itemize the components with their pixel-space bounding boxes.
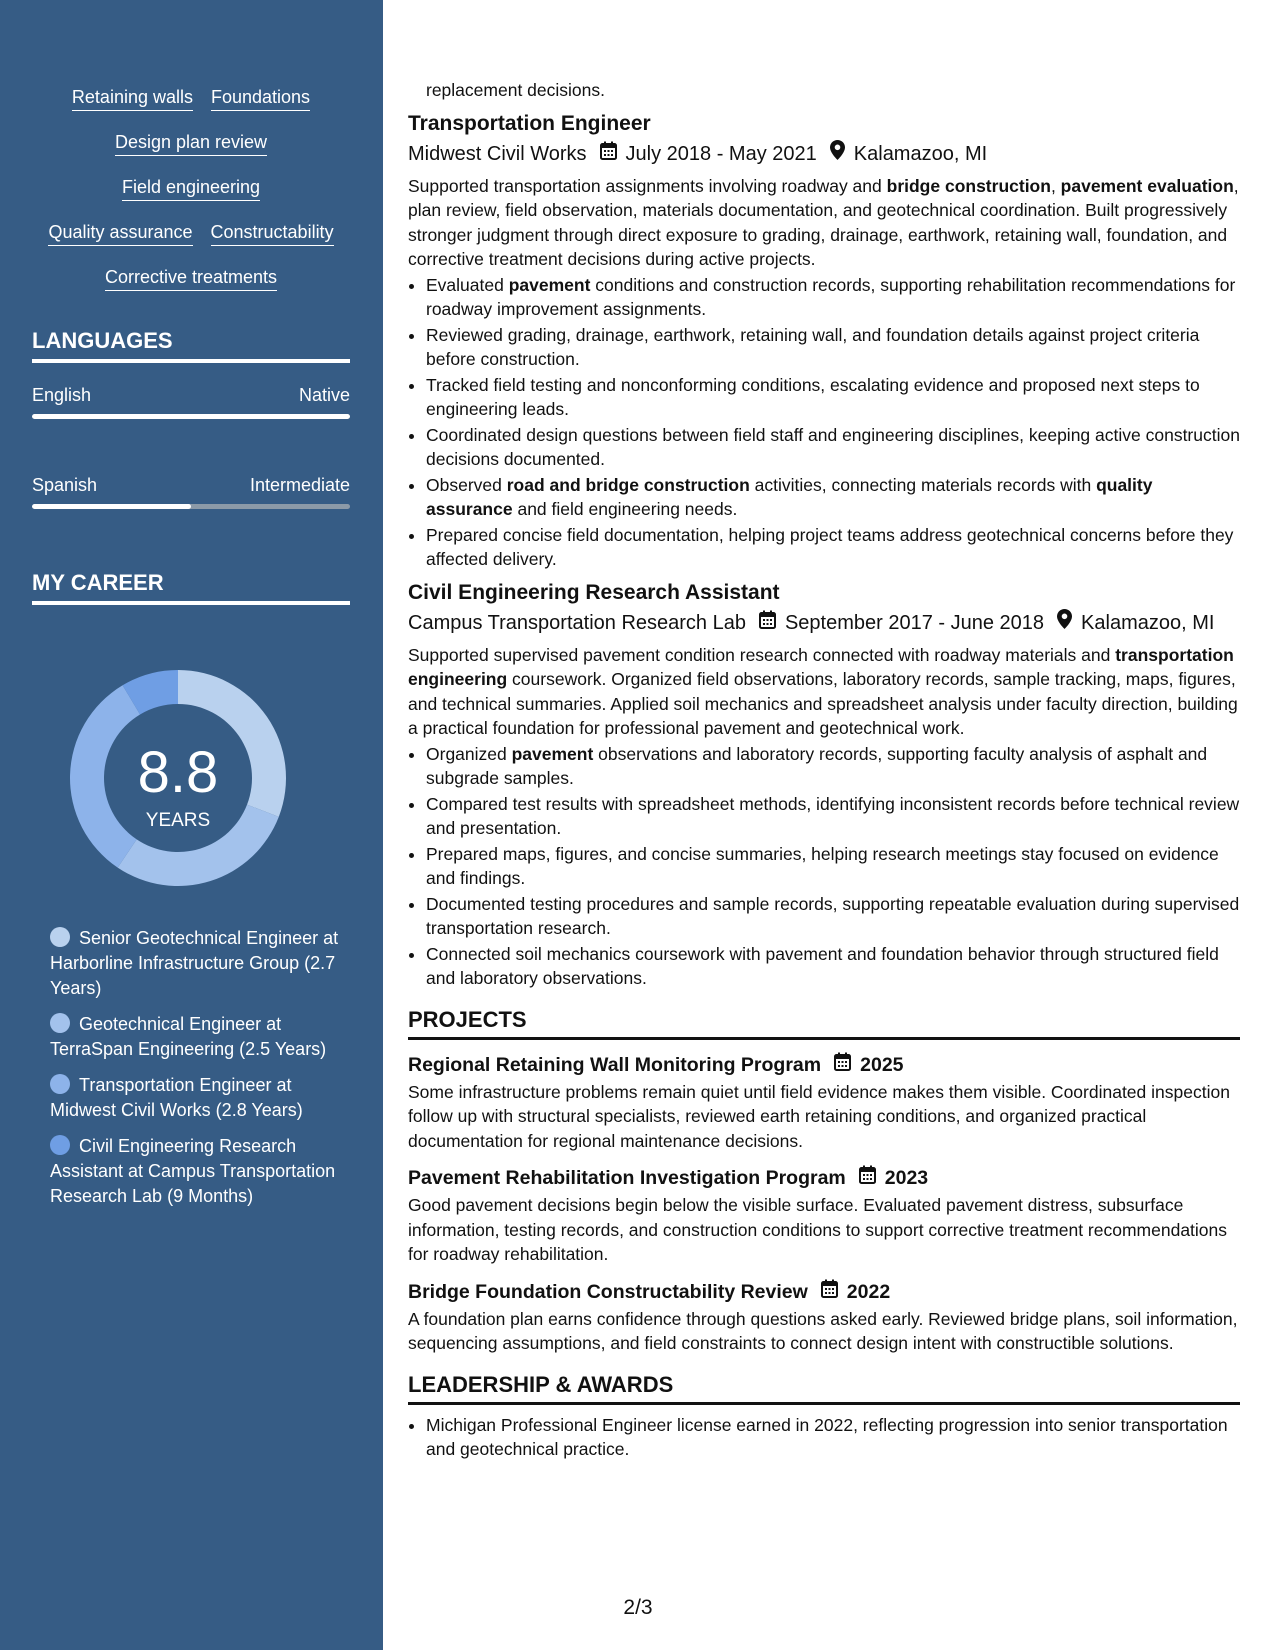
job-description: Supported supervised pavement condition research connected with roadway materials and transportation engineering coursework. Organized field observations, laboratory records, sample tracking, maps, figures, and technical summaries. Applied soil mechanics and spreadsheet analysis under faculty direction, building a practical foundation for professional pavement and geotechnical work. (408, 644, 1238, 738)
awards-list (408, 1413, 1240, 1462)
project-description: Some infrastructure problems remain quiet until field evidence makes them visible. Coordinated inspection follow up with structural specialists, reviewed earth retaining conditions, and organized practical documentation for regional maintenance decisions. (408, 1081, 1230, 1151)
main-content (408, 78, 1240, 1462)
job-company: Midwest Civil Works (408, 142, 587, 165)
job-bullet: • Organized pavement observations and laboratory records, supporting faculty analysis of asphalt and subgrade samples. (426, 742, 1240, 791)
job-bullet: • Tracked field testing and nonconforming conditions, escalating evidence and proposed next steps to engineering leads. (426, 373, 1240, 422)
project-year: 2022 (846, 1280, 891, 1303)
job-company: Campus Transportation Research Lab (408, 611, 746, 634)
skill-row (32, 266, 350, 311)
language-level: Native (298, 385, 350, 405)
award-item: • Michigan Professional Engineer license earned in 2022, reflecting progression into senior transportation and geotechnical practice. (426, 1413, 1240, 1462)
job-description: Supported transportation assignments involving roadway and bridge construction, pavement evaluation, plan review, field observation, materials documentation, and geotechnical coordination. Built progressively stronger judgment through direct exposure to grading, drainage, earthwork, retaining wall, foundation, and corrective treatment decisions during active projects. (408, 175, 1239, 269)
career-legend-item (50, 926, 340, 1001)
skill-row (32, 176, 350, 221)
career-total-unit: YEARS (145, 810, 211, 831)
language-proficiency-fill (32, 414, 350, 419)
project-title: Pavement Rehabilitation Investigation Program (408, 1167, 846, 1189)
legend-dot (50, 1013, 70, 1033)
career-segment-2 (70, 685, 140, 867)
job-bullet: • Observed road and bridge construction activities, connecting materials records with quality assurance and field engineering needs. (426, 473, 1240, 522)
language-english (32, 384, 350, 419)
legend-dot (50, 927, 70, 947)
awards-heading: LEADERSHIP & AWARDS (408, 1370, 1240, 1405)
job-meta (408, 608, 1240, 638)
skill-row (32, 131, 350, 176)
skill-tag: Quality assurance (48, 221, 192, 246)
legend-dot (50, 1074, 70, 1094)
language-level: Intermediate (249, 475, 350, 495)
job-bullets (408, 273, 1240, 572)
experience-list (408, 109, 1240, 991)
projects-heading: PROJECTS (408, 1005, 1240, 1040)
project-entry (408, 1163, 1240, 1267)
job-meta (408, 139, 1240, 169)
job-bullets (408, 742, 1240, 991)
job-bullet: • Coordinated design questions between field staff and engineering disciplines, keeping active construction decisions documented. (426, 423, 1240, 472)
skill-tag: Design plan review (115, 131, 267, 156)
job-dates: July 2018 - May 2021 (625, 142, 817, 165)
continued-text: replacement decisions. (426, 80, 605, 100)
project-entry (408, 1277, 1240, 1356)
map-pin-icon (1057, 608, 1072, 638)
calendar-icon (600, 139, 617, 169)
skill-tag: Foundations (211, 86, 310, 111)
project-title-row (408, 1163, 1240, 1193)
career-legend-label: Geotechnical Engineer at TerraSpan Engineering (2.5 Years) (50, 1014, 327, 1059)
job-bullet: • Compared test results with spreadsheet methods, identifying inconsistent records before technical review and presentation. (426, 792, 1240, 841)
skills-list (32, 86, 350, 311)
skill-row (32, 86, 350, 131)
career-legend (50, 926, 340, 1220)
project-title: Bridge Foundation Constructability Review (408, 1280, 808, 1303)
career-legend-item (50, 1134, 340, 1209)
job-location: Kalamazoo, MI (1081, 611, 1215, 634)
career-legend-item (50, 1073, 340, 1123)
job-title: Civil Engineering Research Assistant (408, 580, 780, 604)
career-donut-chart (64, 664, 292, 892)
skill-tag: Corrective treatments (105, 266, 277, 291)
project-year: 2023 (884, 1167, 929, 1189)
job-bullet: • Reviewed grading, drainage, earthwork, retaining wall, and foundation details against project criteria before construction. (426, 323, 1240, 372)
calendar-icon (834, 1050, 851, 1080)
calendar-icon (859, 1163, 876, 1193)
job-entry (408, 578, 1240, 991)
career-heading: MY CAREER (32, 570, 350, 605)
project-description: Good pavement decisions begin below the visible surface. Evaluated pavement distress, subsurface information, testing records, and construction conditions to support corrective treatment recommendations for roadway rehabilitation. (408, 1195, 1228, 1264)
calendar-icon (759, 608, 776, 638)
map-pin-icon (830, 139, 845, 169)
career-legend-label: Transportation Engineer at Midwest Civil Works (2.8 Years) (50, 1075, 303, 1120)
legend-dot (50, 1135, 70, 1155)
language-name: English (32, 385, 92, 405)
project-year: 2025 (860, 1053, 904, 1076)
skill-row (32, 221, 350, 266)
language-proficiency-fill (32, 504, 191, 509)
project-title-row (408, 1050, 1240, 1080)
projects-list (408, 1050, 1240, 1356)
job-title: Transportation Engineer (408, 111, 651, 135)
project-title-row (408, 1277, 1240, 1307)
job-entry (408, 109, 1240, 572)
page-number: 2/3 (623, 1596, 653, 1619)
job-bullet: • Evaluated pavement conditions and construction records, supporting rehabilitation recommendations for roadway improvement assignments. (426, 273, 1240, 322)
job-location: Kalamazoo, MI (853, 142, 988, 165)
job-bullet: • Prepared concise field documentation, helping project teams address geotechnical concerns before they affected delivery. (426, 523, 1240, 572)
language-name: Spanish (32, 475, 98, 495)
career-legend-item (50, 1012, 340, 1062)
language-spanish (32, 474, 350, 509)
language-proficiency-bar (32, 414, 350, 419)
job-bullet: • Prepared maps, figures, and concise summaries, helping research meetings stay focused on evidence and findings. (426, 842, 1240, 891)
skill-tag: Field engineering (122, 176, 260, 201)
languages-heading: LANGUAGES (32, 328, 350, 363)
career-legend-label: Senior Geotechnical Engineer at Harborline Infrastructure Group (2.7 Years) (50, 928, 339, 998)
language-proficiency-bar (32, 504, 350, 509)
skill-tag: Constructability (211, 221, 334, 246)
project-description: A foundation plan earns confidence through questions asked early. Reviewed bridge plans, soil information, sequencing assumptions, and field constraints to connect design intent with constructible solutions. (408, 1308, 1238, 1353)
project-entry (408, 1050, 1240, 1154)
job-bullet: • Documented testing procedures and sample records, supporting repeatable evaluation during supervised transportation research. (426, 892, 1240, 941)
sidebar (0, 0, 383, 1650)
career-legend-label: Civil Engineering Research Assistant at Campus Transportation Research Lab (9 Months) (50, 1136, 336, 1206)
project-title: Regional Retaining Wall Monitoring Program (408, 1053, 822, 1076)
skill-tag: Retaining walls (72, 86, 193, 111)
career-total-years: 8.8 (137, 740, 219, 805)
job-bullet: • Connected soil mechanics coursework with pavement and foundation behavior through structured field and laboratory observations. (426, 942, 1240, 991)
calendar-icon (821, 1277, 838, 1307)
job-dates: September 2017 - June 2018 (784, 611, 1045, 634)
